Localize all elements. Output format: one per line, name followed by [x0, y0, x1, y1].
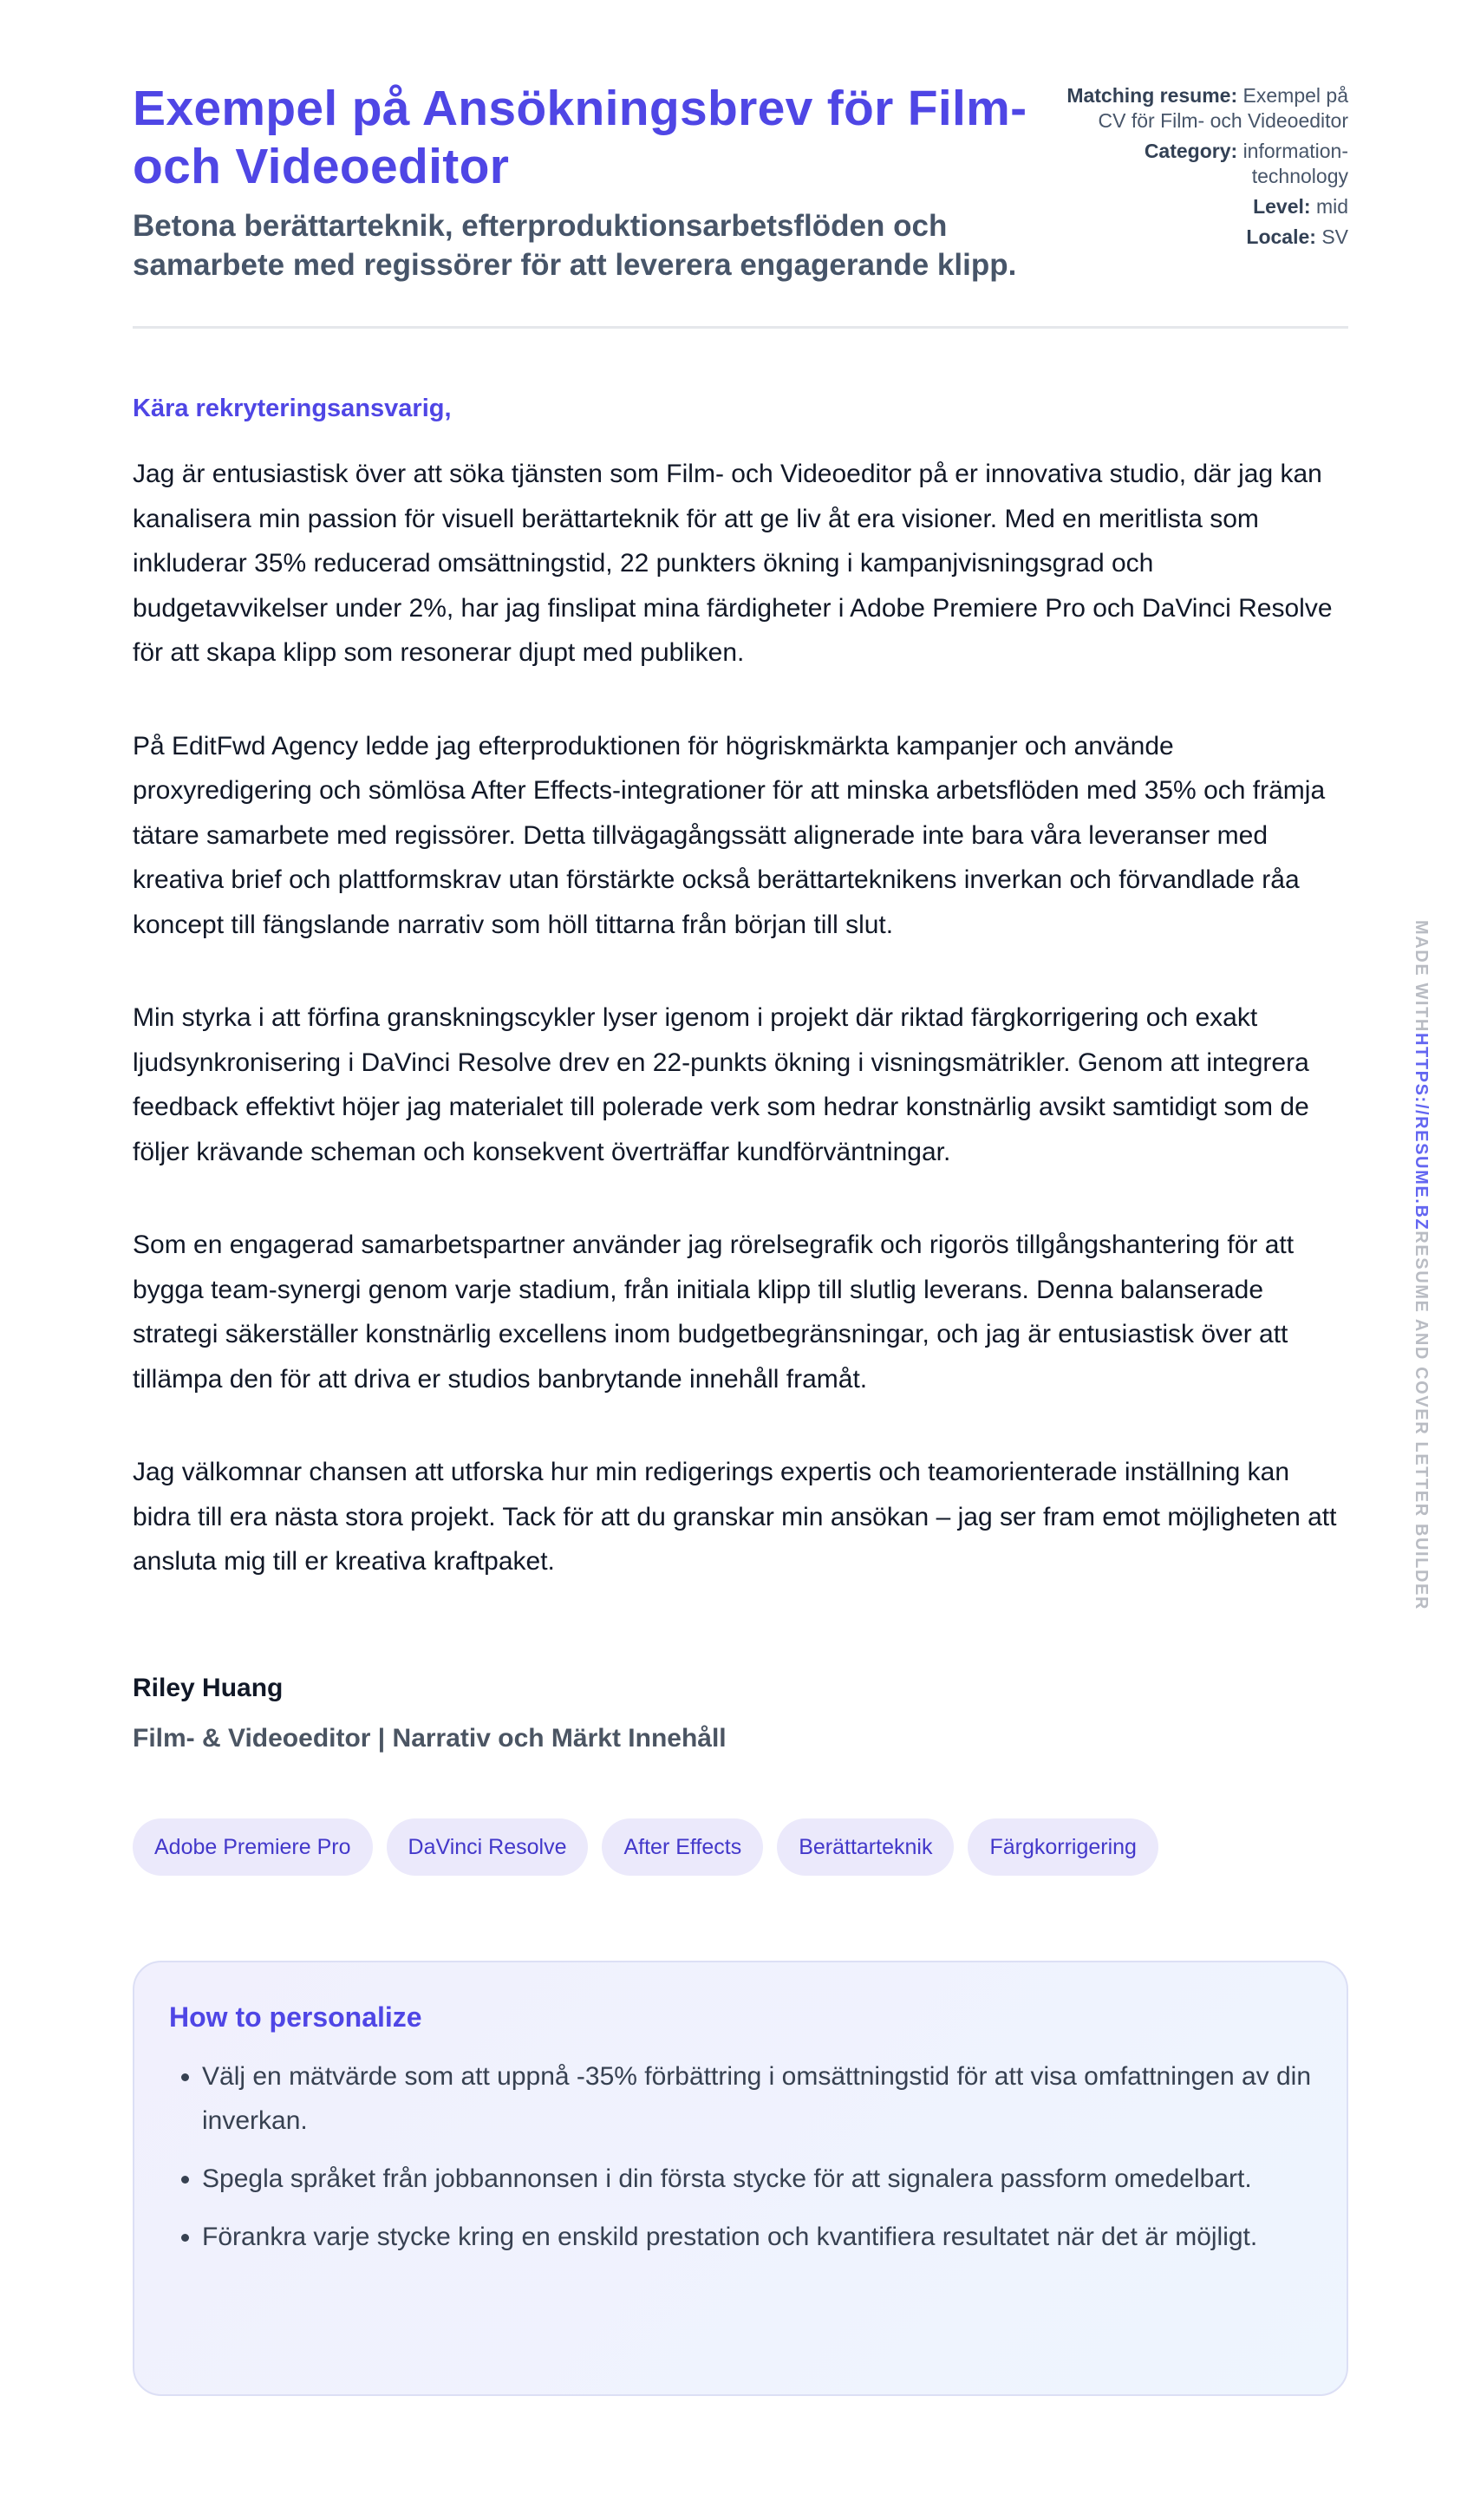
- letter-paragraph: Jag välkomnar chansen att utforska hur min redigerings expertis och teamorienterade inställning kan bidra till era nästa stora projekt. Tack för att du granskar min ansökan – jag ser fram emot möjligheten att ansluta mig till er kreativa kraftpaket.: [133, 1458, 1337, 1576]
- meta-matching-resume: [1064, 83, 1348, 134]
- resume-bz-link[interactable]: HTTPS://RESUME.BZ: [1412, 1032, 1431, 1231]
- meta-locale: [1064, 225, 1348, 250]
- title-block: [133, 80, 1064, 284]
- tips-heading: How to personalize: [169, 2001, 422, 2033]
- meta-value: information-technology: [1242, 140, 1348, 187]
- letter-paragraph: Jag är entusiastisk över att söka tjänsten som Film- och Videoeditor på er innovativa studio, där jag kan kanalisera min passion för visuell berättarteknik för att ge liv åt era visioner. Med en meritlista som inkluderar 35% reducerad omsättningstid, 22 punkters ökning i kampanjvisningsgrad och budgetavvikelser under 2%, har jag finslipat mina färdigheter i Adobe Premiere Pro och DaVinci Resolve för att skapa klipp som resonerar djupt med publiken.: [133, 460, 1333, 667]
- skill-tag: DaVinci Resolve: [387, 1818, 589, 1876]
- skill-tag: After Effects: [602, 1818, 763, 1876]
- tip-item: • Välj en mätvärde som att uppnå -35% förbättring i omsättningstid för att visa omfattningen av din inverkan.: [202, 2054, 1312, 2143]
- meta-value: SV: [1321, 225, 1348, 248]
- header: [133, 0, 1348, 329]
- skill-tag: Berättarteknik: [777, 1818, 954, 1876]
- meta-value: Exempel på CV för Film- och Videoeditor: [1098, 84, 1348, 132]
- meta-value: mid: [1315, 195, 1348, 218]
- meta-level: [1064, 194, 1348, 219]
- skill-tags: [133, 1818, 1348, 1876]
- meta-label: Matching resume:: [1066, 84, 1238, 107]
- skill-tag: Adobe Premiere Pro: [133, 1818, 373, 1876]
- meta-category: [1064, 139, 1348, 189]
- signature-name: Riley Huang: [133, 1673, 284, 1702]
- letter-greeting: Kära rekryteringsansvarig,: [133, 395, 452, 422]
- meta-label: Category:: [1144, 140, 1238, 162]
- cover-letter-page: [133, 0, 1348, 2396]
- skill-tag: Färgkorrigering: [968, 1818, 1158, 1876]
- letter-body: [133, 452, 1348, 1584]
- meta-label: Level:: [1253, 195, 1311, 218]
- meta-label: Locale:: [1246, 225, 1316, 248]
- letter-paragraph: Min styrka i att förfina granskningscykler lyser igenom i projekt där riktad färgkorrigering och exakt ljudsynkronisering i DaVinci Resolve drev en 22-punkts ökning i visningsmätrikler. Genom att integrera feedback effektivt höjer jag materialet till polerade verk som hedrar konstnärlig avsikt samtidigt som de följer krävande scheman och konsekvent överträffar kundförväntningar.: [133, 1003, 1309, 1166]
- made-with-watermark: [1405, 920, 1431, 1631]
- watermark-suffix: RESUME AND COVER LETTER BUILDER: [1412, 1231, 1431, 1611]
- tips-list: [169, 2054, 1312, 2259]
- signature-title: Film- & Videoeditor | Narrativ och Märkt Innehåll: [133, 1723, 727, 1753]
- letter-paragraph: Som en engagerad samarbetspartner använder jag rörelsegrafik och rigorös tillgångshantering för att bygga team-synergi genom varje stadium, från initiala klipp till slutlig leverans. Denna balanserade strategi säkerställer konstnärlig excellens inom budgetbegränsningar, och jag är entusiastisk över att tillämpa den för att driva er studios banbrytande innehåll framåt.: [133, 1231, 1295, 1394]
- letter-paragraph: På EditFwd Agency ledde jag efterproduktionen för högriskmärkta kampanjer och använde proxyredigering och sömlösa After Effects-integrationer för att minska arbetsflöden med 35% och främja tätare samarbete med regissörer. Detta tillvägagångssätt alignerade inte bara våra leveranser med kreativa brief och plattformskrav utan förstärkte också berättarteknikens inverkan och förvandlade råa koncept till fängslande narrativ som höll tittarna från början till slut.: [133, 731, 1326, 939]
- tip-item: • Spegla språket från jobbannonsen i din första stycke för att signalera passform omedelbart.: [202, 2157, 1312, 2201]
- page-title: Exempel på Ansökningsbrev för Film- och Videoeditor: [133, 81, 1027, 194]
- meta-info: [1064, 80, 1348, 255]
- page-subtitle: Betona berättarteknik, efterproduktionsarbetsflöden och samarbete med regissörer för att leverera engagerande klipp.: [133, 209, 1017, 282]
- personalize-tips-box: [133, 1961, 1348, 2396]
- watermark-prefix: MADE WITH: [1412, 920, 1431, 1033]
- tip-item: • Förankra varje stycke kring en enskild prestation och kvantifiera resultatet när det är möjligt.: [202, 2215, 1312, 2259]
